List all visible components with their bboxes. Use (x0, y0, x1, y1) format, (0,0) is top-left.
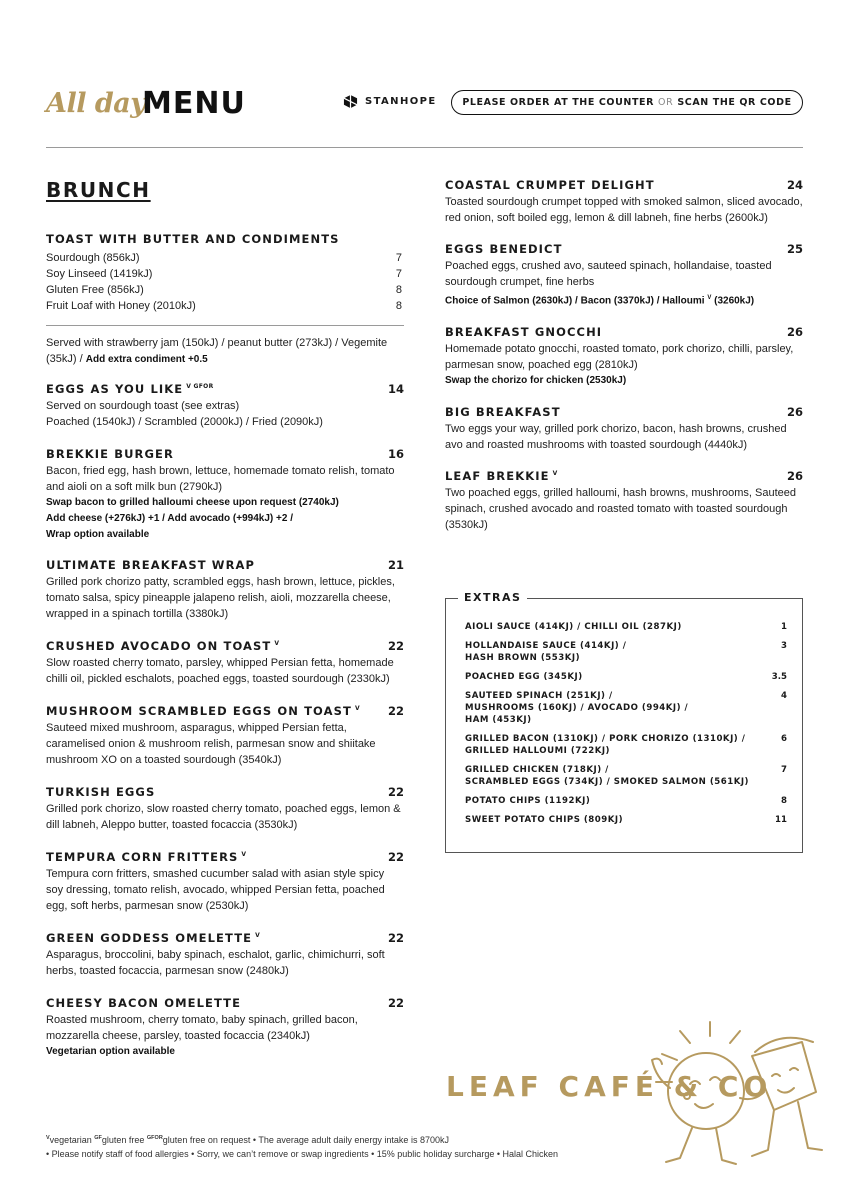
toast-option-label: Soy Linseed (1419kJ) (46, 268, 153, 280)
menu-item-crushed-avocado (46, 639, 404, 687)
item-price: 16 (387, 447, 404, 461)
item-description: Grilled pork chorizo, slow roasted cherry tomato, poached eggs, lemon & dill labneh, Aleppo butter, toasted focaccia (3530kJ) (46, 803, 401, 831)
item-name: BREAKFAST GNOCCHI (445, 325, 603, 340)
extra-name: HOLLANDAISE SAUCE (414KJ) / HASH BROWN (553KJ) (465, 641, 627, 663)
item-name: BREKKIE BURGER (46, 447, 174, 461)
menu-item-tempura-corn-fritters (46, 850, 404, 914)
item-name: COASTAL CRUMPET DELIGHT (445, 178, 655, 192)
dietary-tag: V (255, 932, 261, 939)
item-name: TOAST WITH BUTTER AND CONDIMENTS (46, 232, 340, 246)
extra-name: SWEET POTATO CHIPS (809KJ) (465, 815, 624, 825)
item-price: 22 (387, 996, 404, 1010)
item-name: LEAF BREKKIE (445, 469, 550, 484)
extra-price: 4 (781, 691, 787, 701)
item-name: MUSHROOM SCRAMBLED EGGS ON TOAST (46, 704, 352, 718)
item-description: Slow roasted cherry tomato, parsley, whipped Persian fetta, homemade chilli oil, pickled eschalots, poached eggs, toasted sourdough (2330kJ) (46, 657, 394, 685)
menu-item-big-breakfast (445, 405, 803, 453)
item-note: Swap the chorizo for chicken (2530kJ) (445, 375, 627, 387)
menu-left-column (46, 178, 404, 1077)
extras-list (465, 621, 787, 833)
toast-option-price: 7 (395, 268, 402, 280)
menu-footer (46, 1131, 646, 1161)
item-name: TEMPURA CORN FRITTERS (46, 850, 239, 864)
extra-price: 11 (775, 815, 787, 825)
extra-price: 8 (781, 796, 787, 806)
extra-item (465, 671, 787, 683)
toast-option (46, 282, 404, 298)
condiments-text: Served with strawberry jam (150kJ) / peanut butter (273kJ) / Vegemite (35kJ) / (46, 337, 388, 365)
toast-option-label: Fruit Loaf with Honey (2010kJ) (46, 300, 196, 312)
item-price: 22 (387, 704, 404, 718)
legend-gfor-tag: GFOR (146, 1135, 163, 1141)
menu-item-eggs-benedict (445, 242, 803, 309)
order-counter-text: PLEASE ORDER AT THE COUNTER (462, 97, 655, 108)
extra-name: AIOLI SAUCE (414KJ) / CHILLI OIL (287KJ) (465, 622, 682, 632)
extra-name: SAUTEED SPINACH (251KJ) / MUSHROOMS (160KJ) / AVOCADO (994KJ) / HAM (453KJ) (465, 691, 689, 725)
menu-item-turkish-eggs (46, 785, 404, 833)
extra-price: 3 (781, 641, 787, 651)
legend-gf-text: gluten free (101, 1135, 145, 1145)
order-or-text: OR (658, 97, 674, 108)
item-note: Add cheese (+276kJ) +1 / Add avocado (+994kJ) +2 / (46, 513, 293, 524)
extra-name: GRILLED BACON (1310KJ) / PORK CHORIZO (1310KJ) / GRILLED HALLOUMI (722KJ) (465, 734, 746, 756)
header-divider (46, 147, 803, 148)
item-name: GREEN GODDESS OMELETTE (46, 931, 253, 945)
dietary-tag: V (274, 640, 280, 647)
dietary-tag: V (552, 470, 558, 478)
menu-item-coastal-crumpet (445, 178, 803, 226)
benedict-choice-kj: (3260kJ) (714, 295, 755, 307)
item-description: Bacon, fried egg, hash brown, lettuce, homemade tomato relish, tomato and aioli on a soft milk bun (2790kJ) (46, 465, 395, 493)
stanhope-brand (343, 94, 437, 109)
extra-item (465, 764, 787, 788)
sun-rays-icon (656, 1022, 740, 1082)
extra-price: 1 (781, 622, 787, 632)
item-price: 26 (786, 469, 803, 484)
menu-item-mushroom-scrambled-eggs (46, 704, 404, 768)
sun-mascot-illustration (640, 1016, 825, 1186)
dietary-legend (46, 1131, 646, 1147)
item-price: 26 (786, 325, 803, 340)
item-note: Wrap option available (46, 529, 150, 540)
dietary-tag: V (241, 851, 247, 858)
item-name: EGGS BENEDICT (445, 242, 563, 256)
leaf-cafe-logo: LEAF CAFÉ & CO (446, 1070, 773, 1103)
item-name: EGGS AS YOU LIKE (46, 382, 184, 396)
item-price: 22 (387, 931, 404, 945)
legend-gfor-text: gluten free on request • The average adult daily energy intake is 8700kJ (162, 1135, 449, 1145)
item-description: Served on sourdough toast (see extras) Poached (1540kJ) / Scrambled (2000kJ) / Fried (2090kJ) (46, 400, 323, 428)
item-price: 25 (786, 242, 803, 256)
toast-option-label: Sourdough (856kJ) (46, 252, 140, 264)
item-description: Tempura corn fritters, smashed cucumber salad with asian style spicy soy dressing, tomato relish, avocado, whipped Persian fetta, poached egg, soft herbs, parmesan snow (2530kJ) (46, 868, 385, 912)
extra-name: POTATO CHIPS (1192KJ) (465, 796, 591, 806)
extra-price: 6 (781, 734, 787, 744)
extra-name: GRILLED CHICKEN (718KJ) / SCRAMBLED EGGS (734KJ) / SMOKED SALMON (561KJ) (465, 765, 749, 787)
extras-title: EXTRAS (458, 591, 527, 604)
item-price: 22 (387, 785, 404, 799)
menu-item-breakfast-gnocchi (445, 325, 803, 389)
item-note: Swap bacon to grilled halloumi cheese upon request (2740kJ) (46, 497, 339, 508)
toast-option-price: 8 (395, 284, 402, 296)
extra-item (465, 795, 787, 807)
dietary-tag: V (354, 705, 360, 712)
legend-gf-tag: GF (94, 1135, 102, 1141)
item-description: Two poached eggs, grilled halloumi, hash browns, mushrooms, Sauteed spinach, crushed avocado and roasted tomato with toasted sourdough (3530kJ) (445, 487, 796, 532)
toast-divider (46, 325, 404, 326)
item-note (445, 290, 803, 309)
toast-option-label: Gluten Free (856kJ) (46, 284, 144, 296)
item-name: ULTIMATE BREAKFAST WRAP (46, 558, 256, 572)
menu-item-green-goddess-omelette (46, 931, 404, 979)
menu-header (46, 82, 803, 132)
allergy-notice: • Please notify staff of food allergies • Sorry, we can’t remove or swap ingredients • 15% public holiday surcharge • Halal Chicken (46, 1149, 559, 1159)
extra-item (465, 814, 787, 826)
extra-item (465, 640, 787, 664)
item-description: Roasted mushroom, cherry tomato, baby spinach, grilled bacon, mozzarella cheese, parsley, toasted focaccia (2340kJ) (46, 1014, 358, 1042)
item-name: CHEESY BACON OMELETTE (46, 996, 242, 1010)
item-price: 14 (387, 382, 404, 396)
toast-condiments-note (46, 335, 404, 368)
stanhope-logo-icon (343, 94, 358, 109)
menu-right-column (445, 178, 803, 550)
legend-v-tag: V (46, 1135, 50, 1141)
menu-title-script: All day (46, 88, 146, 119)
item-price: 26 (786, 405, 803, 420)
item-name: TURKISH EGGS (46, 785, 156, 799)
item-price: 21 (387, 558, 404, 572)
extra-condiment-note: Add extra condiment +0.5 (85, 354, 208, 365)
extra-item (465, 690, 787, 726)
menu-item-toast (46, 232, 404, 368)
toast-option (46, 266, 404, 282)
benedict-choice-text: Choice of Salmon (2630kJ) / Bacon (3370kJ) / Halloumi (445, 295, 705, 307)
item-description: Asparagus, broccolini, baby spinach, eschalot, garlic, chimichurri, soft herbs, toasted focaccia, parmesan snow (2480kJ) (46, 949, 385, 977)
menu-item-cheesy-bacon-omelette (46, 996, 404, 1060)
dietary-tag: V GFOR (186, 383, 214, 390)
item-description: Grilled pork chorizo patty, scrambled eggs, hash brown, lettuce, pickles, tomato salsa, spicy pineapple jalapeno relish, aioli, mozzarella cheese, wrapped in a spinach tortilla (3380kJ) (46, 576, 395, 620)
menu-title: MENU (142, 86, 246, 121)
toast-option-price: 7 (395, 252, 402, 264)
menu-item-brekkie-burger (46, 447, 404, 543)
extra-name: POACHED EGG (345KJ) (465, 672, 583, 682)
item-note: Vegetarian option available (46, 1046, 175, 1057)
item-description: Poached eggs, crushed avo, sauteed spinach, hollandaise, toasted sourdough crumpet, fine herbs (445, 260, 772, 288)
menu-item-breakfast-wrap (46, 558, 404, 622)
order-instructions-badge (451, 90, 803, 115)
legend-v-text: vegetarian (49, 1135, 92, 1145)
item-description: Toasted sourdough crumpet topped with smoked salmon, sliced avocado, red onion, soft boiled egg, lemon & dill labneh, fine herbs (2600kJ) (445, 196, 803, 224)
toast-option (46, 250, 404, 266)
menu-item-eggs-as-you-like (46, 382, 404, 430)
item-price: 22 (387, 850, 404, 864)
extra-price: 3.5 (771, 672, 787, 682)
toast-option-price: 8 (395, 300, 402, 312)
brand-name: STANHOPE (365, 96, 437, 107)
item-price: 22 (387, 639, 404, 653)
extras-box (445, 591, 803, 853)
extra-item (465, 621, 787, 633)
item-description: Two eggs your way, grilled pork chorizo, bacon, hash browns, crushed avo and roasted mushrooms with toasted sourdough (4440kJ) (445, 423, 787, 452)
dietary-tag: V (707, 295, 712, 301)
extra-item (465, 733, 787, 757)
menu-item-leaf-brekkie (445, 469, 803, 533)
item-price: 24 (786, 178, 803, 192)
order-qr-text: SCAN THE QR CODE (677, 97, 792, 108)
item-name: BIG BREAKFAST (445, 405, 561, 420)
section-title-brunch: BRUNCH (46, 178, 151, 202)
item-description: Homemade potato gnocchi, roasted tomato, pork chorizo, chilli, parsley, parmesan snow, poached egg (2810kJ) (445, 343, 794, 372)
item-name: CRUSHED AVOCADO ON TOAST (46, 639, 272, 653)
extra-price: 7 (781, 765, 787, 775)
item-description: Sauteed mixed mushroom, asparagus, whipped Persian fetta, caramelised onion & mushroom relish, parmesan snow and shiitake mushroom XO on a toasted sourdough (3540kJ) (46, 722, 376, 766)
toast-option (46, 298, 404, 314)
coffee-cup-character-icon (752, 1038, 822, 1156)
